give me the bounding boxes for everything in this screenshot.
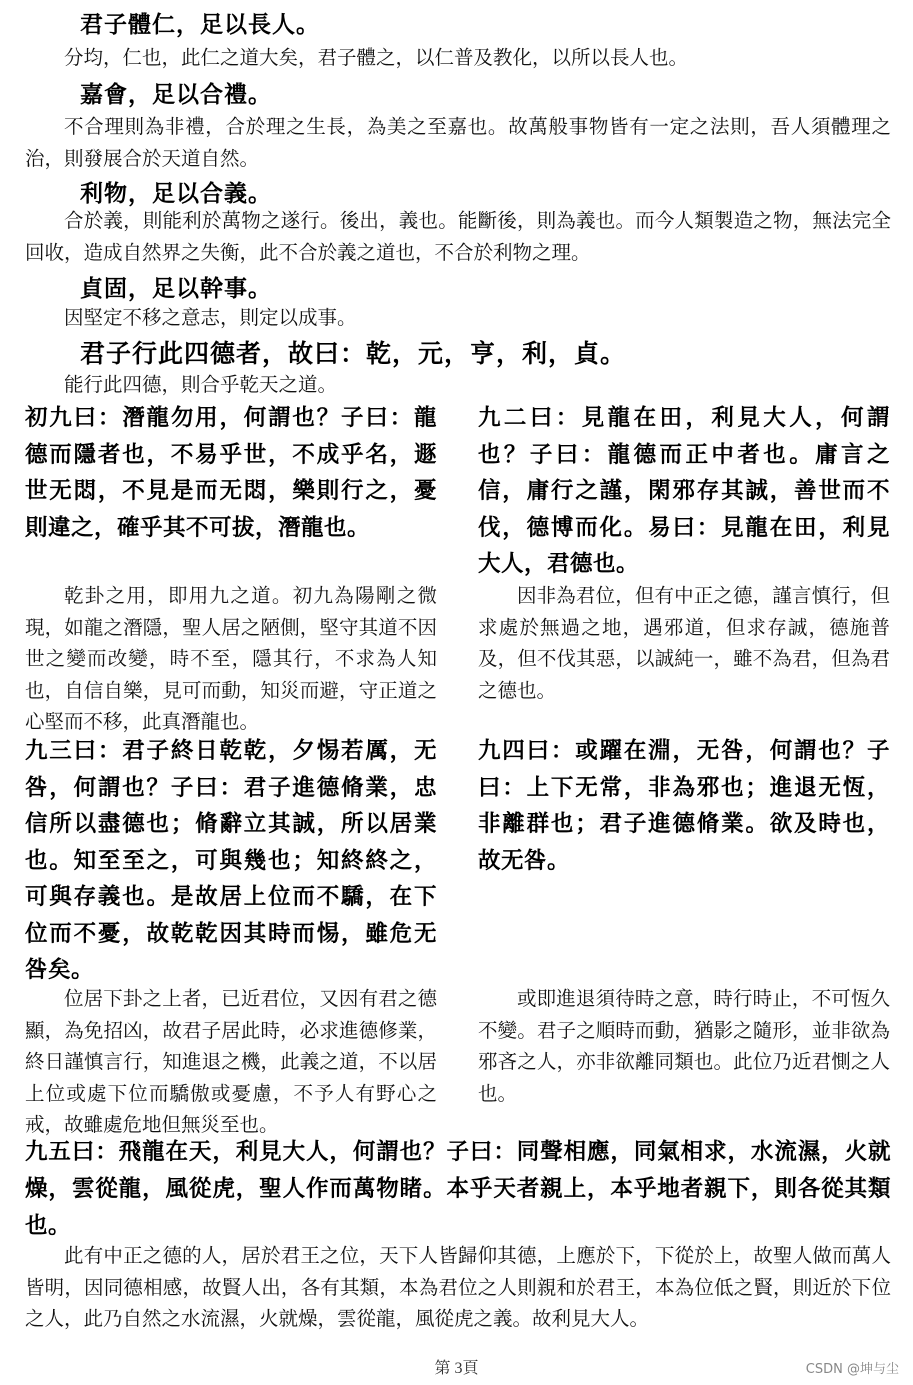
quote-jiuwu: 九五曰：飛龍在天，利見大人，何謂也？子曰：同聲相應，同氣相求，水流濕，火就燥，雲從龍，風從虎，聖人作而萬物睹。本乎天者親上，本乎地者親下，則各從其類也。 <box>25 1139 891 1239</box>
page-number: 第 3頁 <box>434 1360 479 1377</box>
commentary-chujiu: 乾卦之用，即用九之道。初九為陽剛之微現，如龍之潛隱，聖人居之陋側，堅守其道不因世之變而改變，時不至，隱其行，不求為人知也，自信自樂，見可而動，知災而避，守正道之心堅而不移，此真潛龍也。 <box>25 584 437 733</box>
heading-jiahui: 嘉會，足以合禮。 <box>80 81 272 108</box>
heading-sidezhe: 君子行此四德者，故曰：乾，元，亨，利，貞。 <box>80 339 627 368</box>
quote-jiusan: 九三曰：君子終日乾乾，夕惕若厲，无咎，何謂也？子曰：君子進德脩業，忠信所以盡德也；脩辭立其誠，所以居業也。知至至之，可與幾也；知終終之，可與存義也。是故居上位而不驕，在下位而不憂，故乾乾因其時而惕，雖危无咎矣。 <box>25 738 437 983</box>
heading-zhengu: 貞固，足以幹事。 <box>80 275 272 302</box>
commentary-jiusan: 位居下卦之上者，已近君位，又因有君之德顯，為免招凶，故君子居此時，必求進德修業，終日謹慎言行，知進退之機，此義之道，不以居上位或處下位而驕傲或憂慮，不予人有野心之戒，故雖處危地但無災至也。 <box>25 987 437 1136</box>
heading-junzi-tiren: 君子體仁，足以長人。 <box>80 11 320 38</box>
commentary-jiuer: 因非為君位，但有中正之德，謹言慎行，但求處於無過之地，遇邪道，但求存誠，德施普及，但不伐其惡，以誠純一，雖不為君，但為君之德也。 <box>478 584 890 702</box>
commentary-jiusi: 或即進退須待時之意，時行時止，不可恆久不變。君子之順時而動，猶影之隨形，並非欲為邪吝之人，亦非欲離同類也。此位乃近君惻之人也。 <box>478 987 890 1105</box>
watermark: CSDN @坤与尘 <box>805 1362 899 1377</box>
paragraph-jiahui: 不合理則為非禮，合於理之生長，為美之至嘉也。故萬般事物皆有一定之法則，吾人須體理之治，則發展合於天道自然。 <box>25 115 891 170</box>
quote-jiusi: 九四曰：或躍在淵，无咎，何謂也？子曰：上下无常，非為邪也；進退无恆，非離群也；君子進德脩業。欲及時也，故无咎。 <box>478 738 890 874</box>
paragraph-zhengu: 因堅定不移之意志，則定以成事。 <box>64 306 357 329</box>
quote-chujiu: 初九曰：潛龍勿用，何謂也？子曰：龍德而隱者也，不易乎世，不成乎名，遯世无悶，不見是而无悶，樂則行之，憂則違之，確乎其不可拔，潛龍也。 <box>25 405 437 541</box>
paragraph-tiren: 分均，仁也，此仁之道大矣，君子體之，以仁普及教化，以所以長人也。 <box>64 46 689 69</box>
commentary-jiuwu: 此有中正之德的人，居於君王之位，天下人皆歸仰其德，上應於下，下從於上，故聖人做而萬人皆明，因同德相感，故賢人出，各有其類，本為君位之人則親和於君王，本為位低之賢，則近於下位之人，此乃自然之水流濕，火就燥，雲從龍，風從虎之義。故利見大人。 <box>25 1244 891 1330</box>
quote-jiuer: 九二曰：見龍在田，利見大人，何謂也？子曰：龍德而正中者也。庸言之信，庸行之謹，閑邪存其誠，善世而不伐，德博而化。易曰：見龍在田，利見大人，君德也。 <box>478 405 890 577</box>
heading-liwu: 利物，足以合義。 <box>80 180 272 207</box>
paragraph-sidezhe: 能行此四德，則合乎乾天之道。 <box>64 373 338 396</box>
paragraph-liwu: 合於義，則能利於萬物之遂行。後出，義也。能斷後，則為義也。而今人類製造之物，無法完全回收，造成自然界之失衡，此不合於義之道也，不合於利物之理。 <box>25 209 891 264</box>
